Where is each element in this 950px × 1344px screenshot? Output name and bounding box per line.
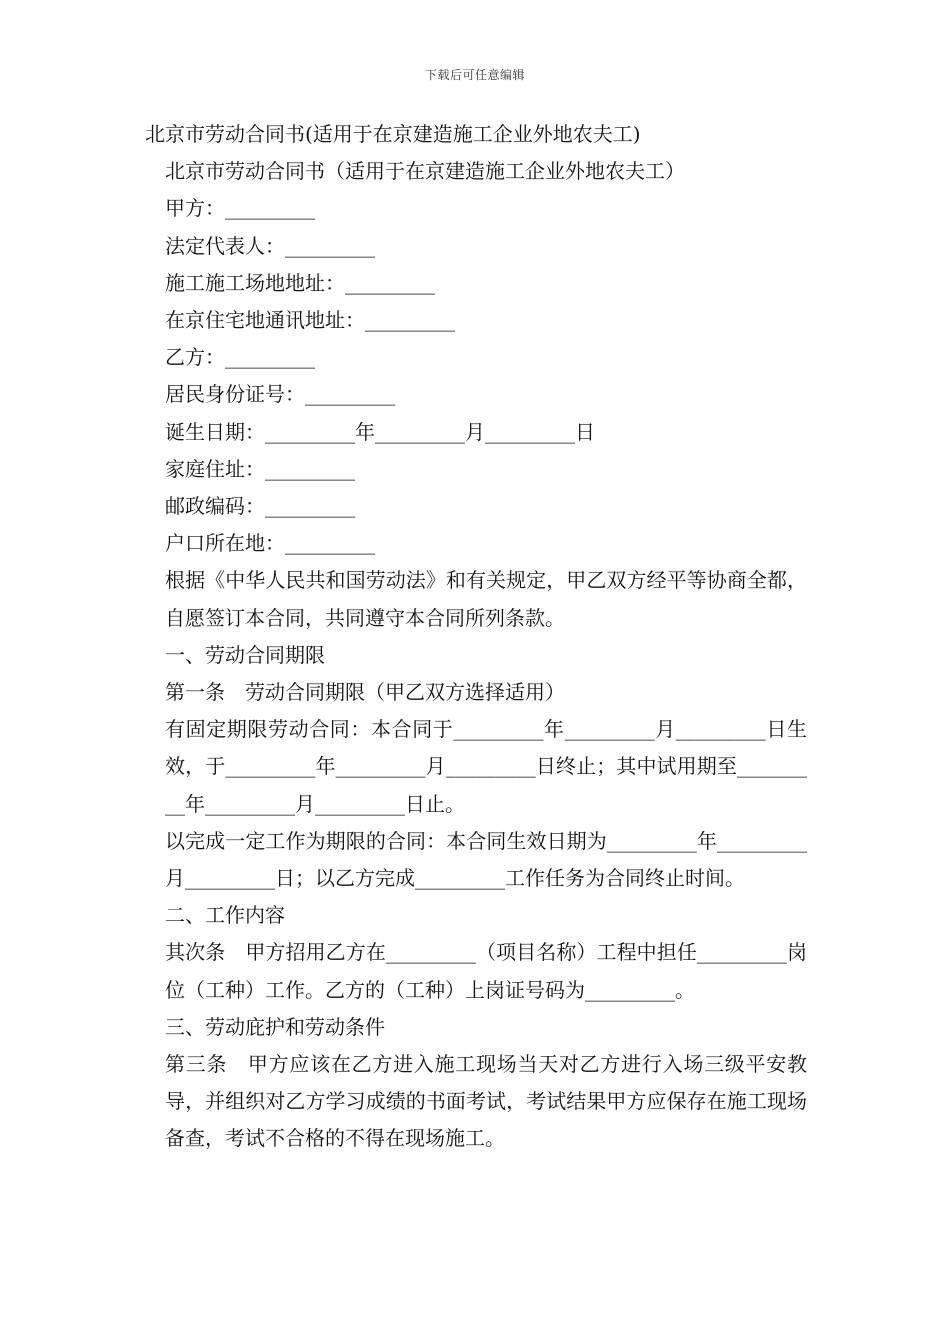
id-number-field: 居民身份证号：_________	[165, 382, 395, 407]
article-2-paragraph: 其次条 甲方招用乙方在_________（项目名称）工程中担任_________岗位（工种）工作。乙方的（工种）上岗证号码为_________。	[165, 940, 807, 1002]
section-3-heading: 三、劳动庇护和劳动条件	[165, 1014, 385, 1039]
document-subtitle: 北京市劳动合同书（适用于在京建造施工企业外地农夫工）	[165, 159, 685, 184]
intro-paragraph: 根据《中华人民共和国劳动法》和有关规定，甲乙双方经平等协商全都，自愿签订本合同，共同遵守本合同所列条款。	[165, 568, 807, 630]
legal-rep-field: 法定代表人：_________	[165, 233, 375, 258]
party-a-field: 甲方：_________	[165, 196, 315, 221]
site-address-field: 施工施工场地地址：_________	[165, 270, 435, 295]
beijing-address-field: 在京住宅地通讯地址：_________	[165, 308, 455, 333]
party-b-field: 乙方：_________	[165, 345, 315, 370]
document-body	[145, 116, 807, 1158]
birth-date-field: 诞生日期：_________年_________月_________日	[165, 419, 595, 444]
section-1-heading: 一、劳动合同期限	[165, 642, 325, 667]
section-2-heading: 二、工作内容	[165, 903, 285, 928]
header-note: 下载后可任意编辑	[424, 68, 525, 82]
article-1-heading: 第一条 劳动合同期限（甲乙双方选择适用）	[165, 680, 565, 705]
document-title: 北京市劳动合同书(适用于在京建造施工企业外地农夫工)	[145, 122, 641, 146]
home-address-field: 家庭住址：_________	[165, 456, 355, 481]
postal-code-field: 邮政编码：_________	[165, 494, 355, 519]
fixed-term-paragraph: 有固定期限劳动合同：本合同于_________年_________月_________日生效，于_________年_________月_________日终止；其中试用期至_________年_________月_________日止。	[165, 717, 807, 816]
task-term-paragraph: 以完成一定工作为期限的合同：本合同生效日期为_________年_________月_________日；以乙方完成_________工作任务为合同终止时间。	[165, 828, 807, 891]
article-3-paragraph: 第三条 甲方应该在乙方进入施工现场当天对乙方进行入场三级平安教导，并组织对乙方学习成绩的书面考试，考试结果甲方应保存在施工现场备查，考试不合格的不得在现场施工。	[165, 1052, 807, 1151]
household-location-field: 户口所在地：_________	[165, 531, 375, 556]
